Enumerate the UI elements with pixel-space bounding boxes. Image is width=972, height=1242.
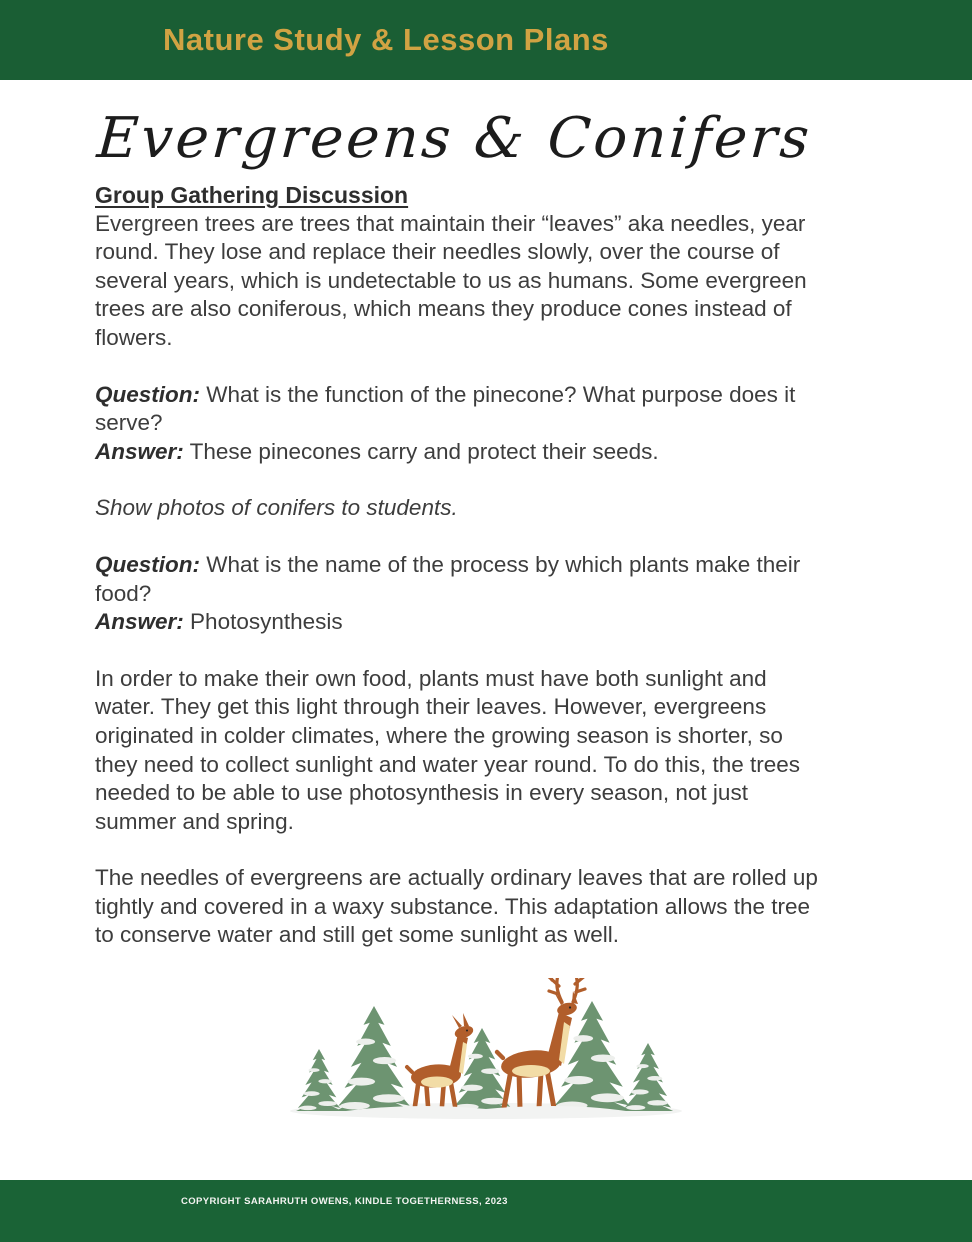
answer-1 [95,438,818,467]
page-title: Evergreens & Conifers [95,106,815,171]
question-1-text: What is the function of the pinecone? What purpose does it serve? [95,381,796,436]
footer-band [0,1180,972,1242]
intro-paragraph: Evergreen trees are trees that maintain their “leaves” aka needles, year round. They lose and replace their needles slowly, over the course of several years, which is undetectable to us as humans. Some evergreen trees are also coniferous, which means they produce cones instead of flowers. [95,210,807,350]
question-2-label: Question: [95,551,200,577]
antlers [547,978,587,1002]
winter-illustration [286,978,686,1128]
trees-and-deer-illustration [286,978,686,1123]
pine-tree-left [335,1006,413,1111]
question-1 [95,381,818,438]
header-band [0,0,972,80]
pine-tree-far-left [296,1049,342,1111]
sunlight-paragraph: In order to make their own food, plants must have both sunlight and water. They get this light through their leaves. However, evergreens originated in colder climates, where the growing season is shorter, so they need to collect sunlight and water year round. To do this, the trees needed to be able to use photosynthesis in every season, not just summer and spring. [95,665,801,834]
header-title: Nature Study & Lesson Plans [163,22,609,57]
doe-illustration [407,1013,475,1106]
copyright-text: COPYRIGHT SARAHRUTH OWENS, KINDLE TOGETHERNESS, 2023 [181,1196,508,1207]
answer-1-label: Answer: [95,438,184,464]
question-2 [95,551,818,608]
pine-tree-far-right [623,1043,673,1111]
question-2-text: What is the name of the process by which plants make their food? [95,551,801,606]
answer-2-text: Photosynthesis [190,609,343,635]
teacher-direction-note: Show photos of conifers to students. [95,495,458,521]
answer-2 [95,608,818,637]
lesson-content [0,181,910,950]
needles-paragraph: The needles of evergreens are actually ordinary leaves that are rolled up tightly and covered in a waxy substance. This adaptation allows the tree to conserve water and still get some sunlight as well. [95,865,818,948]
section-heading: Group Gathering Discussion [95,182,409,208]
answer-1-text: These pinecones carry and protect their seeds. [189,438,659,464]
answer-2-label: Answer: [95,609,184,635]
question-1-label: Question: [95,381,200,407]
